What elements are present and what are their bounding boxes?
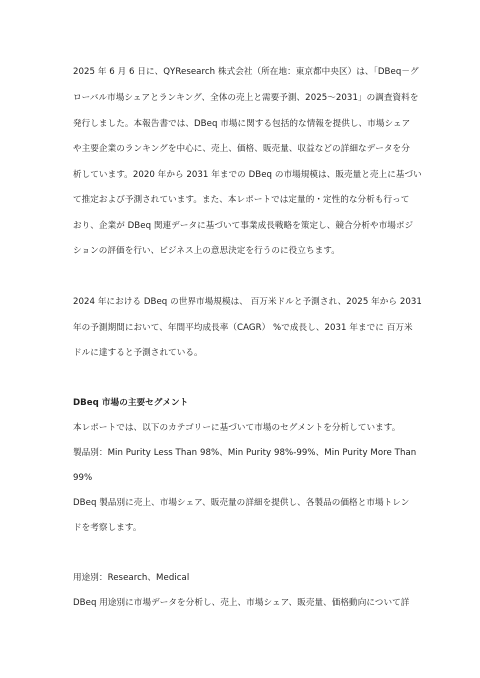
intro-line: ローバル市場シェアとランキング、全体の売上と需要予測、2025～2031」の調査資料を	[73, 93, 419, 103]
product-desc-line: ドを考察します。	[73, 523, 142, 533]
intro-line: 析しています。2020 年から 2031 年までの DBeq の市場規模は、販売量と売上に基づい	[73, 170, 422, 180]
market-line: 年の予測期間において、年間平均成長率（CAGR） %で成長し、2031 年までに 百万米	[73, 323, 413, 333]
application-segment-line: 用途別：Research、Medical	[73, 573, 190, 583]
product-desc-line: DBeq 製品別に売上、市場シェア、販売量の詳細を提供し、各製品の価格と市場トレン	[73, 498, 410, 508]
intro-line: ションの評価を行い、ビジネス上の意思決定を行うのに役立ちます。	[73, 246, 340, 256]
market-line: ドルに達すると予測されている。	[73, 348, 203, 358]
product-segment-line: 99%	[73, 473, 93, 483]
intro-line: て推定および予測されています。また、本レポートでは定量的・定性的な分析も行って	[73, 195, 410, 205]
intro-line: おり、企業が DBeq 関連データに基づいて事業成長戦略を策定し、競合分析や市場ポジ	[73, 221, 414, 231]
intro-line: 2025 年 6 月 6 日に、QYResearch 株式会社（所在地：東京都中央区）は、「DBeq－グ	[73, 67, 419, 77]
intro-line: 発行しました。本報告書では、DBeq 市場に関する包括的な情報を提供し、市場シェア	[73, 119, 411, 129]
product-segment-line: 製品別：Min Purity Less Than 98%、Min Purity 98%-99%、Min Purity More Than	[73, 448, 417, 458]
market-line: 2024 年における DBeq の世界市場規模は、 百万米ドルと予測され、2025 年から 2031	[73, 297, 422, 307]
application-desc-line: DBeq 用途別に市場データを分析し、売上、市場シェア、販売量、価格動向について詳	[73, 598, 410, 608]
segments-intro: 本レポートでは、以下のカテゴリーに基づいて市場のセグメントを分析しています。	[73, 423, 401, 433]
intro-line: や主要企業のランキングを中心に、売上、価格、販売量、収益などの詳細なデータを分	[73, 144, 410, 154]
section-heading: DBeq 市場の主要セグメント	[73, 398, 189, 408]
